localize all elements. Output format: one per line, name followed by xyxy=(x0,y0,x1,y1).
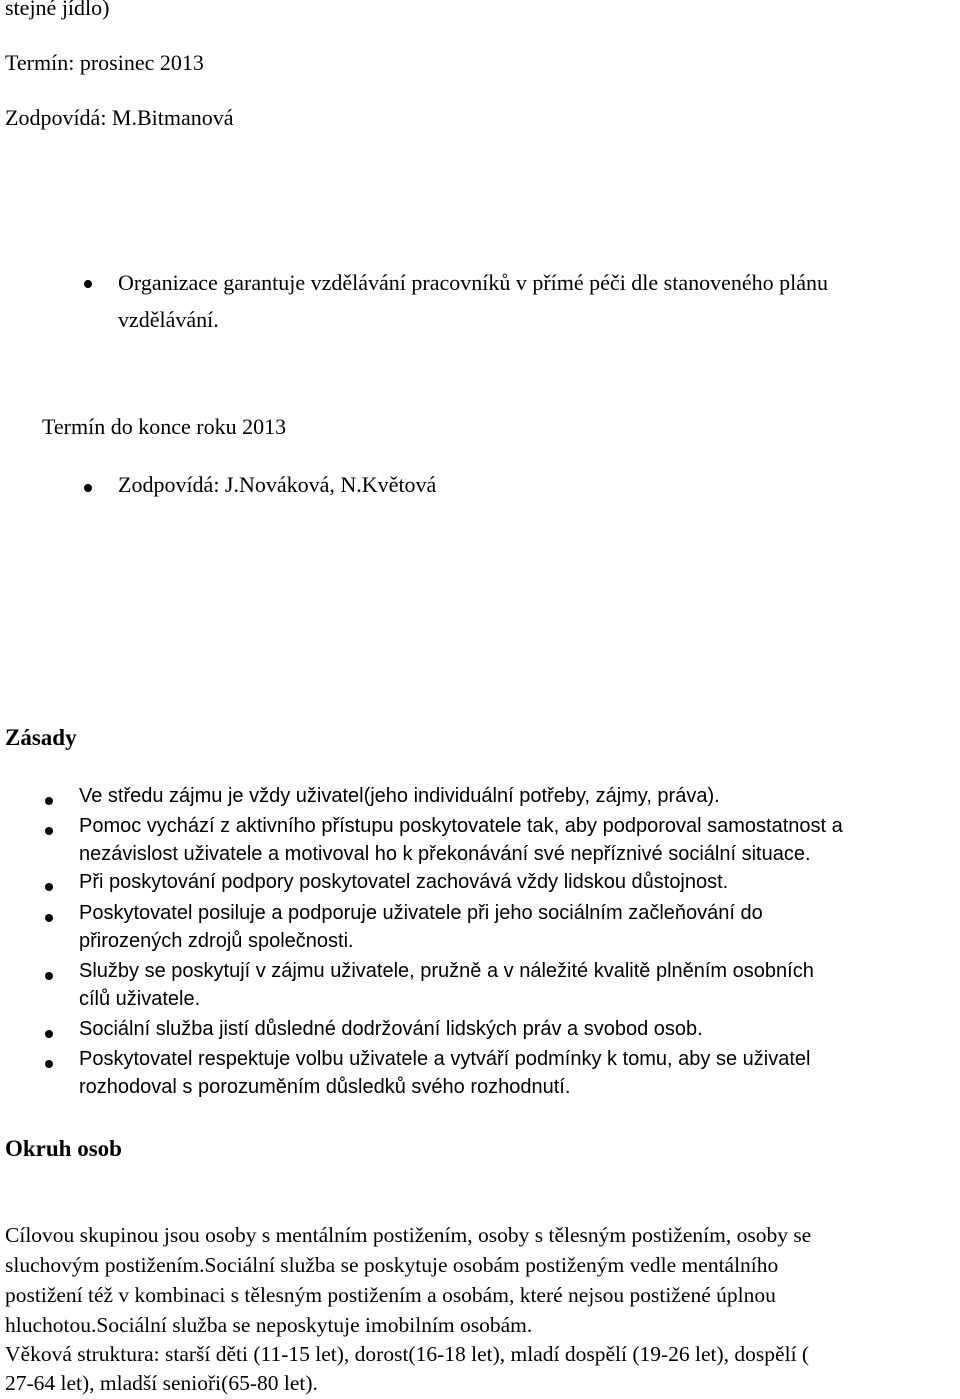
education-bullet-line2: vzdělávání. xyxy=(118,307,219,332)
principle-item-continuation: nezávislost uživatele a motivoval ho k překonávání své nepříznivé sociální situace. xyxy=(79,843,811,865)
education-responsible: Zodpovídá: J.Nováková, N.Květová xyxy=(118,472,437,497)
paragraph-line: postižení též v kombinaci s tělesným postižením a osobám, které nejsou postižené úplnou xyxy=(5,1283,776,1307)
paragraph-line: 27-64 let), mladší senioři(65-80 let). xyxy=(5,1371,318,1395)
bullet-icon xyxy=(45,797,53,805)
principle-item: Poskytovatel posiluje a podporuje uživatele při jeho sociálním začleňování do xyxy=(79,902,763,924)
principle-item-continuation: přirozených zdrojů společnosti. xyxy=(79,930,354,952)
section-heading-zasady: Zásady xyxy=(5,725,77,750)
principle-item: Poskytovatel respektuje volbu uživatele a vytváří podmínky k tomu, aby se uživatel xyxy=(79,1048,811,1070)
principle-item: Sociální služba jistí důsledné dodržování lidských práv a svobod osob. xyxy=(79,1018,703,1040)
principle-item: Ve středu zájmu je vždy uživatel(jeho individuální potřeby, zájmy, práva). xyxy=(79,785,720,807)
principle-item: Služby se poskytují v zájmu uživatele, pružně a v náležité kvalitě plněním osobních xyxy=(79,960,814,982)
education-bullet-line1: Organizace garantuje vzdělávání pracovníků v přímé péči dle stanoveného plánu xyxy=(118,270,829,295)
bullet-icon xyxy=(84,484,92,492)
text-line-termin: Termín: prosinec 2013 xyxy=(5,50,204,75)
bullet-icon xyxy=(45,827,53,835)
bullet-icon xyxy=(45,972,53,980)
principle-item: Při poskytování podpory poskytovatel zachovává vždy lidskou důstojnost. xyxy=(79,871,729,893)
text-line-zodpovida: Zodpovídá: M.Bitmanová xyxy=(5,105,234,130)
paragraph-line: hluchotou.Sociální služba se neposkytuje imobilním osobám. xyxy=(5,1313,533,1337)
principle-item-continuation: rozhodoval s porozuměním důsledků svého rozhodnutí. xyxy=(79,1076,571,1098)
text-line-stejne-jidlo: stejné jídlo) xyxy=(5,0,110,20)
bullet-icon xyxy=(45,1030,53,1038)
section-heading-okruh-osob: Okruh osob xyxy=(5,1136,122,1161)
principle-item: Pomoc vychází z aktivního přístupu poskytovatele tak, aby podporoval samostatnost a xyxy=(79,815,843,837)
paragraph-line: Cílovou skupinou jsou osoby s mentálním postižením, osoby s tělesným postižením, osoby se xyxy=(5,1223,812,1247)
bullet-icon xyxy=(45,1060,53,1068)
education-deadline: Termín do konce roku 2013 xyxy=(42,414,287,439)
paragraph-line: Věková struktura: starší děti (11-15 let), dorost(16-18 let), mladí dospělí (19-26 let), dospělí ( xyxy=(5,1342,810,1366)
principle-item-continuation: cílů uživatele. xyxy=(79,988,201,1010)
bullet-icon xyxy=(45,883,53,891)
bullet-icon xyxy=(84,280,92,288)
paragraph-line: sluchovým postižením.Sociální služba se poskytuje osobám postiženým vedle mentálního xyxy=(5,1253,779,1277)
bullet-icon xyxy=(45,914,53,922)
